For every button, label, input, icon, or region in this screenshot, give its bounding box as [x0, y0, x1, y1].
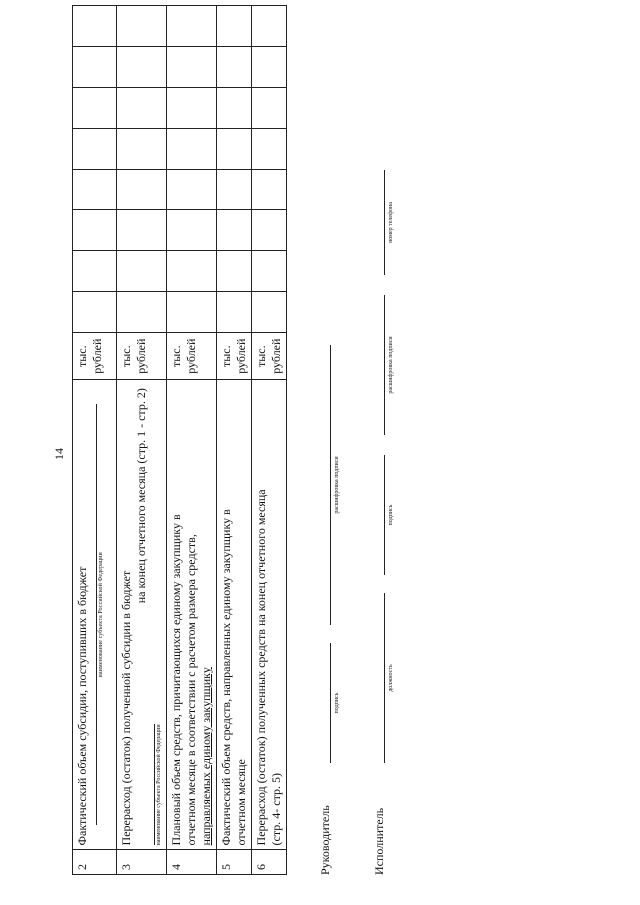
value-cell [167, 87, 217, 128]
value-cell [117, 46, 167, 87]
unit-label: тыс. рублей [75, 338, 104, 374]
value-cell [73, 292, 117, 333]
value-cell [167, 210, 217, 251]
head-signature-caption: подпись [334, 692, 340, 714]
row-text-line-2: (стр. 4- стр. 5) [269, 773, 283, 846]
row-text-line-1: Перерасход (остаток) полученных средств на конец отчетного месяца [254, 489, 268, 846]
value-cell [217, 128, 252, 169]
row-number: 4 [167, 850, 217, 875]
value-cell [252, 251, 287, 292]
row-text-line-1: Плановый объем средств, причитающихся единому закупщику в [169, 514, 183, 846]
executor-phone-caption: номер телефона [388, 202, 394, 243]
value-cell [167, 251, 217, 292]
value-cell [252, 292, 287, 333]
value-cell [73, 6, 117, 47]
unit-cell [252, 333, 287, 380]
value-cell [117, 251, 167, 292]
executor-signature-caption: подпись [388, 504, 394, 526]
unit-cell [117, 333, 167, 380]
value-cell [73, 251, 117, 292]
unit-cell [217, 333, 252, 380]
table-row [73, 6, 117, 875]
value-cell [167, 46, 217, 87]
row-number: 3 [117, 850, 167, 875]
value-cell [73, 128, 117, 169]
value-cell [73, 46, 117, 87]
row-description [167, 380, 217, 850]
value-cell [217, 210, 252, 251]
executor-position-caption: должность [388, 664, 394, 692]
table-row [217, 6, 252, 875]
row-text-line-2: отчетном месяце [234, 759, 248, 846]
value-cell [217, 6, 252, 47]
value-cell [167, 128, 217, 169]
row-text-line-1: Перерасход (остаток) полученной субсидии в бюджет [119, 570, 133, 846]
value-cell [252, 128, 287, 169]
value-cell [73, 87, 117, 128]
value-cell [167, 292, 217, 333]
value-cell [117, 292, 167, 333]
value-cell [252, 46, 287, 87]
row-description [252, 380, 287, 850]
row-text: Фактический объем субсидии, поступивших в бюджет [75, 566, 89, 846]
row-description [217, 380, 252, 850]
table-row [252, 6, 287, 875]
value-cell [73, 169, 117, 210]
row-text-line-2: на конец отчетного месяца (стр. 1 - стр. 2) [134, 388, 148, 604]
value-cell [252, 210, 287, 251]
value-cell [117, 210, 167, 251]
report-table [72, 5, 287, 875]
unit-cell [167, 333, 217, 380]
row-text-line-2: отчетном месяце в соответствии с расчетом размера средств, [184, 534, 198, 846]
value-cell [217, 292, 252, 333]
row-text-line-3: направляемых единому закупщику [199, 667, 213, 846]
head-label: Руководитель [318, 805, 332, 875]
value-cell [167, 6, 217, 47]
value-cell [117, 87, 167, 128]
row-description [73, 380, 117, 850]
row-number: 6 [252, 850, 287, 875]
value-cell [252, 87, 287, 128]
executor-label: Исполнитель [372, 807, 386, 875]
table-row [167, 6, 217, 875]
table-row [117, 6, 167, 875]
value-cell [167, 169, 217, 210]
row-caption: наименование субъекта Российской Федерации [96, 404, 106, 825]
executor-decryption-caption: расшифровка подписи [388, 336, 394, 394]
value-cell [117, 169, 167, 210]
value-cell [73, 210, 117, 251]
unit-label: тыс. рублей [169, 338, 198, 374]
value-cell [217, 169, 252, 210]
unit-label: тыс. рублей [219, 338, 248, 374]
page-number: 14 [52, 448, 66, 460]
row-number: 2 [73, 850, 117, 875]
value-cell [252, 169, 287, 210]
value-cell [217, 251, 252, 292]
value-cell [217, 87, 252, 128]
row-text-line-1: Фактический объем средств, направленных единому закупщику в [219, 509, 233, 846]
unit-label: тыс. рублей [254, 338, 283, 374]
row-caption: наименование субъекта Российской Федерации [156, 724, 162, 846]
value-cell [117, 128, 167, 169]
unit-label: тыс. рублей [119, 338, 148, 374]
head-signature-block [318, 275, 348, 875]
value-cell [252, 6, 287, 47]
unit-cell [73, 333, 117, 380]
value-cell [217, 46, 252, 87]
executor-signature-block [372, 5, 402, 875]
row-number: 5 [217, 850, 252, 875]
value-cell [117, 6, 167, 47]
head-decryption-caption: расшифровка подписи [334, 456, 340, 514]
row-description [117, 380, 167, 850]
